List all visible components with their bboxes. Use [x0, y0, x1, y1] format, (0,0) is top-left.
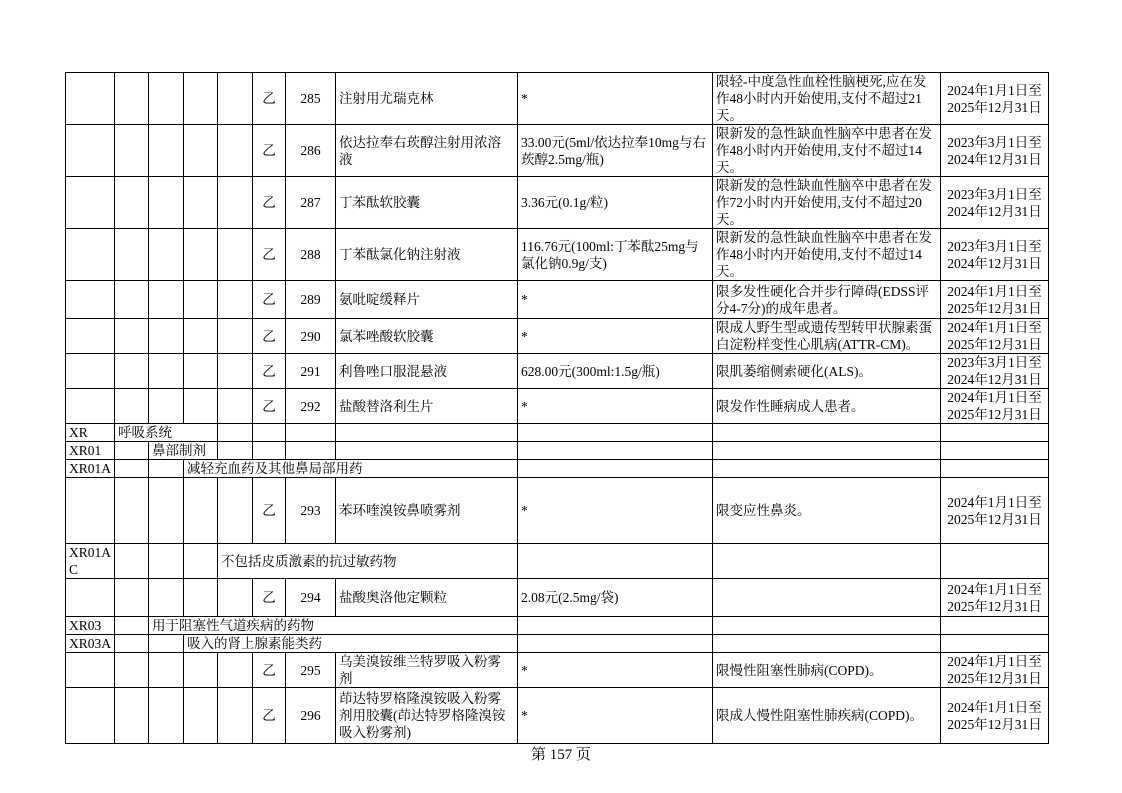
price-cell: 628.00元(300ml:1.5g/瓶): [518, 354, 713, 389]
empty-cell: [184, 354, 218, 389]
table-row: [66, 442, 1049, 460]
empty-cell: [149, 229, 184, 281]
note-cell: 限变应性鼻炎。: [713, 478, 941, 544]
empty-cell: [115, 617, 149, 635]
validity-date-line: 2024年1月1日至: [947, 283, 1042, 299]
drug-number-cell: 288: [286, 229, 336, 281]
empty-cell: [518, 424, 713, 442]
empty-cell: [115, 319, 149, 354]
section-title-cell: 减轻充血药及其他鼻局部用药: [184, 460, 518, 478]
page-number: 第 157 页: [530, 747, 591, 763]
table-row: [66, 424, 1049, 442]
empty-cell: [115, 478, 149, 544]
empty-cell: [518, 460, 713, 478]
empty-cell: [218, 389, 253, 424]
empty-cell: [184, 177, 218, 229]
note-cell: 限成人慢性阻塞性肺疾病(COPD)。: [713, 688, 941, 744]
validity-period-cell: [941, 177, 1049, 229]
empty-cell: [149, 544, 184, 579]
section-code-cell: XR01: [66, 442, 115, 460]
drug-name-cell: 依达拉奉右莰醇注射用浓溶液: [336, 125, 518, 177]
drug-name-cell: 茚达特罗格隆溴铵吸入粉雾剂用胶囊(茚达特罗格隆溴铵吸入粉雾剂): [336, 688, 518, 744]
validity-period-cell: [941, 73, 1049, 125]
empty-cell: [115, 579, 149, 617]
validity-date-line: 2024年1月1日至: [947, 654, 1042, 669]
table-row: [66, 617, 1049, 635]
drug-class-cell: 乙: [253, 688, 286, 744]
empty-cell: [941, 544, 1049, 579]
empty-cell: [218, 688, 253, 744]
empty-cell: [149, 688, 184, 744]
section-title-cell: 不包括皮质激素的抗过敏药物: [218, 544, 518, 579]
drug-name-cell: 苯环喹溴铵鼻喷雾剂: [336, 478, 518, 544]
drug-class-cell: 乙: [253, 177, 286, 229]
validity-date-line: 2024年1月1日至: [947, 494, 1042, 510]
empty-cell: [66, 354, 115, 389]
empty-cell: [218, 319, 253, 354]
empty-cell: [253, 424, 286, 442]
table-row: [66, 229, 1049, 281]
validity-period-cell: [941, 653, 1049, 688]
note-cell: 限新发的急性缺血性脑卒中患者在发作72小时内开始使用,支付不超过20天。: [713, 177, 941, 229]
empty-cell: [115, 389, 149, 424]
price-cell: *: [518, 389, 713, 424]
drug-class-cell: 乙: [253, 653, 286, 688]
drug-class-cell: 乙: [253, 354, 286, 389]
table-row: [66, 354, 1049, 389]
price-cell: *: [518, 281, 713, 319]
empty-cell: [336, 442, 518, 460]
empty-cell: [713, 635, 941, 653]
validity-date-line: 2025年12月31日: [947, 716, 1042, 732]
drug-class-cell: 乙: [253, 389, 286, 424]
validity-period-cell: [941, 354, 1049, 389]
drug-number-cell: 291: [286, 354, 336, 389]
empty-cell: [115, 635, 149, 653]
empty-cell: [115, 653, 149, 688]
drug-number-cell: 290: [286, 319, 336, 354]
drug-name-cell: 丁苯酞氯化钠注射液: [336, 229, 518, 281]
validity-date-line: 2025年12月31日: [947, 671, 1042, 686]
note-cell: 限发作性睡病成人患者。: [713, 389, 941, 424]
empty-cell: [66, 73, 115, 125]
drug-class-cell: 乙: [253, 478, 286, 544]
note-cell: 限轻-中度急性血栓性脑梗死,应在发作48小时内开始使用,支付不超过21天。: [713, 73, 941, 125]
note-cell: [713, 579, 941, 617]
table-row: [66, 319, 1049, 354]
validity-date-line: 2025年12月31日: [947, 407, 1042, 422]
empty-cell: [218, 354, 253, 389]
validity-date-line: 2025年12月31日: [947, 598, 1042, 614]
table-row: [66, 579, 1049, 617]
empty-cell: [184, 478, 218, 544]
validity-period-cell: [941, 281, 1049, 319]
drug-name-cell: 盐酸替洛利生片: [336, 389, 518, 424]
validity-date-line: 2024年1月1日至: [947, 320, 1042, 335]
empty-cell: [713, 424, 941, 442]
note-cell: 限新发的急性缺血性脑卒中患者在发作48小时内开始使用,支付不超过14天。: [713, 229, 941, 281]
validity-date-line: 2023年3月1日至: [947, 238, 1042, 254]
validity-date-line: 2025年12月31日: [947, 511, 1042, 527]
table-row: [66, 460, 1049, 478]
empty-cell: [66, 319, 115, 354]
table-row: [66, 653, 1049, 688]
table-row: [66, 688, 1049, 744]
empty-cell: [218, 424, 253, 442]
validity-period-cell: [941, 688, 1049, 744]
empty-cell: [66, 688, 115, 744]
validity-date-line: 2024年1月1日至: [947, 699, 1042, 715]
note-cell: 限肌萎缩侧索硬化(ALS)。: [713, 354, 941, 389]
empty-cell: [66, 281, 115, 319]
empty-cell: [149, 281, 184, 319]
validity-period-cell: [941, 319, 1049, 354]
drug-number-cell: 294: [286, 579, 336, 617]
drug-name-cell: 乌美溴铵维兰特罗吸入粉雾剂: [336, 653, 518, 688]
section-code-cell: XR03A: [66, 635, 115, 653]
empty-cell: [218, 579, 253, 617]
section-title-cell: 吸入的肾上腺素能类药: [184, 635, 518, 653]
table-row: [66, 389, 1049, 424]
empty-cell: [218, 281, 253, 319]
price-cell: 116.76元(100ml:丁苯酞25mg与氯化钠0.9g/支): [518, 229, 713, 281]
price-cell: *: [518, 478, 713, 544]
drug-name-cell: 利鲁唑口服混悬液: [336, 354, 518, 389]
empty-cell: [218, 442, 253, 460]
section-code-cell: XR01AC: [66, 544, 115, 579]
empty-cell: [149, 73, 184, 125]
empty-cell: [66, 579, 115, 617]
empty-cell: [115, 442, 149, 460]
empty-cell: [66, 653, 115, 688]
drug-number-cell: 295: [286, 653, 336, 688]
empty-cell: [713, 460, 941, 478]
drug-name-cell: 盐酸奥洛他定颗粒: [336, 579, 518, 617]
section-code-cell: XR01A: [66, 460, 115, 478]
empty-cell: [66, 478, 115, 544]
validity-period-cell: [941, 229, 1049, 281]
empty-cell: [115, 73, 149, 125]
empty-cell: [518, 544, 713, 579]
empty-cell: [218, 478, 253, 544]
validity-period-cell: [941, 389, 1049, 424]
empty-cell: [518, 635, 713, 653]
catalog-body: [66, 73, 1049, 744]
drug-number-cell: 293: [286, 478, 336, 544]
note-cell: 限多发性硬化合并步行障碍(EDSS评分4-7分)的成年患者。: [713, 281, 941, 319]
empty-cell: [149, 177, 184, 229]
validity-date-line: 2024年1月1日至: [947, 390, 1042, 405]
validity-period-cell: [941, 125, 1049, 177]
drug-name-cell: 丁苯酞软胶囊: [336, 177, 518, 229]
drug-class-cell: 乙: [253, 319, 286, 354]
table-row: [66, 125, 1049, 177]
empty-cell: [149, 460, 184, 478]
drug-catalog-table: [65, 72, 1049, 744]
empty-cell: [253, 442, 286, 460]
empty-cell: [713, 442, 941, 460]
drug-name-cell: 注射用尤瑞克林: [336, 73, 518, 125]
validity-date-line: 2024年12月31日: [947, 203, 1042, 219]
drug-name-cell: 氨吡啶缓释片: [336, 281, 518, 319]
validity-date-line: 2023年3月1日至: [947, 355, 1042, 370]
section-title-cell: 鼻部制剂: [149, 442, 218, 460]
empty-cell: [149, 635, 184, 653]
empty-cell: [184, 389, 218, 424]
empty-cell: [115, 544, 149, 579]
drug-class-cell: 乙: [253, 579, 286, 617]
price-cell: *: [518, 653, 713, 688]
empty-cell: [941, 635, 1049, 653]
drug-class-cell: 乙: [253, 73, 286, 125]
price-cell: *: [518, 73, 713, 125]
empty-cell: [115, 281, 149, 319]
empty-cell: [941, 460, 1049, 478]
empty-cell: [941, 617, 1049, 635]
table-row: [66, 281, 1049, 319]
empty-cell: [115, 460, 149, 478]
table-row: [66, 177, 1049, 229]
empty-cell: [218, 653, 253, 688]
drug-number-cell: 286: [286, 125, 336, 177]
empty-cell: [336, 424, 518, 442]
empty-cell: [184, 73, 218, 125]
validity-date-line: 2024年12月31日: [947, 151, 1042, 167]
note-cell: 限成人野生型或遗传型转甲状腺素蛋白淀粉样变性心肌病(ATTR-CM)。: [713, 319, 941, 354]
empty-cell: [184, 125, 218, 177]
note-cell: 限新发的急性缺血性脑卒中患者在发作48小时内开始使用,支付不超过14天。: [713, 125, 941, 177]
table-row: [66, 544, 1049, 579]
validity-date-line: 2025年12月31日: [947, 99, 1042, 115]
empty-cell: [184, 688, 218, 744]
drug-name-cell: 氯苯唑酸软胶囊: [336, 319, 518, 354]
empty-cell: [218, 73, 253, 125]
empty-cell: [184, 579, 218, 617]
empty-cell: [184, 229, 218, 281]
table-row: [66, 635, 1049, 653]
drug-class-cell: 乙: [253, 229, 286, 281]
price-cell: *: [518, 319, 713, 354]
empty-cell: [518, 442, 713, 460]
section-title-cell: 用于阻塞性气道疾病的药物: [149, 617, 518, 635]
validity-date-line: 2024年12月31日: [947, 255, 1042, 271]
validity-period-cell: [941, 579, 1049, 617]
price-cell: *: [518, 688, 713, 744]
drug-number-cell: 292: [286, 389, 336, 424]
empty-cell: [66, 177, 115, 229]
empty-cell: [518, 617, 713, 635]
validity-date-line: 2025年12月31日: [947, 337, 1042, 352]
empty-cell: [115, 354, 149, 389]
table-row: [66, 478, 1049, 544]
table-row: [66, 73, 1049, 125]
empty-cell: [184, 653, 218, 688]
price-cell: 33.00元(5ml/依达拉奉10mg与右莰醇2.5mg/瓶): [518, 125, 713, 177]
empty-cell: [184, 319, 218, 354]
note-cell: 限慢性阻塞性肺病(COPD)。: [713, 653, 941, 688]
empty-cell: [218, 125, 253, 177]
validity-period-cell: [941, 478, 1049, 544]
empty-cell: [149, 653, 184, 688]
drug-number-cell: 289: [286, 281, 336, 319]
validity-date-line: 2024年12月31日: [947, 372, 1042, 387]
empty-cell: [149, 319, 184, 354]
empty-cell: [66, 229, 115, 281]
empty-cell: [149, 125, 184, 177]
drug-number-cell: 285: [286, 73, 336, 125]
price-cell: 2.08元(2.5mg/袋): [518, 579, 713, 617]
validity-date-line: 2023年3月1日至: [947, 134, 1042, 150]
empty-cell: [115, 125, 149, 177]
validity-date-line: 2024年1月1日至: [947, 581, 1042, 597]
empty-cell: [66, 389, 115, 424]
empty-cell: [941, 442, 1049, 460]
empty-cell: [941, 424, 1049, 442]
empty-cell: [218, 229, 253, 281]
empty-cell: [115, 688, 149, 744]
validity-date-line: 2024年1月1日至: [947, 82, 1042, 98]
empty-cell: [149, 579, 184, 617]
validity-date-line: 2025年12月31日: [947, 300, 1042, 316]
empty-cell: [713, 617, 941, 635]
empty-cell: [184, 281, 218, 319]
empty-cell: [218, 177, 253, 229]
drug-number-cell: 296: [286, 688, 336, 744]
empty-cell: [66, 125, 115, 177]
empty-cell: [149, 478, 184, 544]
empty-cell: [149, 389, 184, 424]
empty-cell: [184, 544, 218, 579]
drug-class-cell: 乙: [253, 281, 286, 319]
drug-class-cell: 乙: [253, 125, 286, 177]
validity-date-line: 2023年3月1日至: [947, 186, 1042, 202]
empty-cell: [713, 544, 941, 579]
empty-cell: [115, 229, 149, 281]
section-title-cell: 呼吸系统: [115, 424, 218, 442]
empty-cell: [286, 424, 336, 442]
empty-cell: [149, 354, 184, 389]
section-code-cell: XR03: [66, 617, 115, 635]
empty-cell: [286, 442, 336, 460]
section-code-cell: XR: [66, 424, 115, 442]
drug-number-cell: 287: [286, 177, 336, 229]
price-cell: 3.36元(0.1g/粒): [518, 177, 713, 229]
empty-cell: [115, 177, 149, 229]
